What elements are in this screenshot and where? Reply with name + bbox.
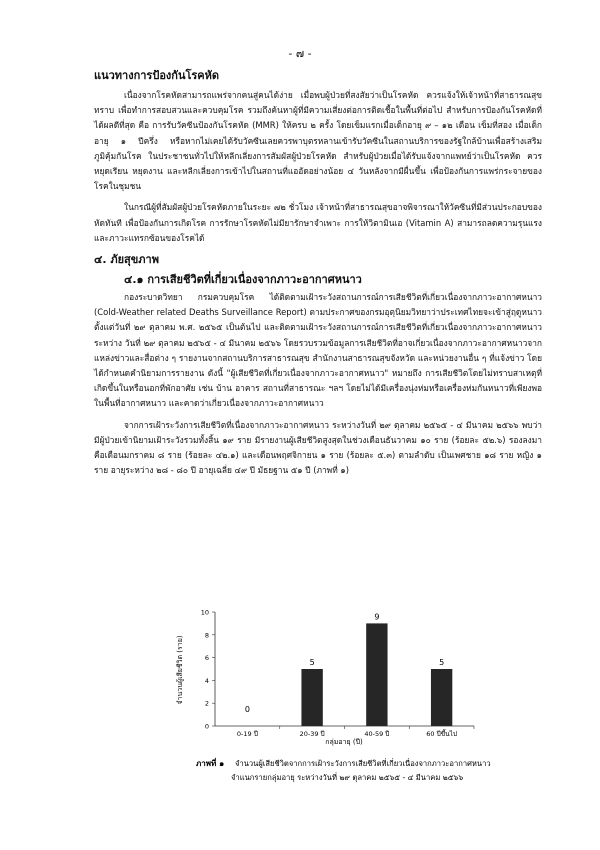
figure-caption-line1: จำนวนผู้เสียชีวิตจากการเฝ้าระวังการเสียชีวิตที่เกี่ยวเนื่องจากภาวะอากาศหนาว xyxy=(235,759,491,768)
bar xyxy=(301,669,322,726)
figure-caption-label: ภาพที่ ๑ xyxy=(196,759,225,768)
subsection-title-cold-deaths: ๔.๑ การเสียชีวิตที่เกี่ยวเนื่องจากภาวะอากาศหนาว xyxy=(124,273,362,287)
data-label: 0 xyxy=(244,705,250,714)
section-title-measles-prevention: แนวทางการป้องกันโรคหัด xyxy=(94,69,220,82)
x-tick-label: 20-39 ปี xyxy=(299,730,325,738)
y-tick-label: 10 xyxy=(200,608,209,617)
y-tick-label: 6 xyxy=(204,654,209,663)
bar xyxy=(366,623,387,726)
figure-1 xyxy=(0,596,600,846)
paragraph-measles-prevention: เนื่องจากโรคหัดสามารถแพร่จากคนสู่คนได้ง่าย เมื่อพบผู้ป่วยที่สงสัยว่าเป็นโรคหัด ควรแจ้งให้เจ้าหน้าที่สาธารณสุขทราบ เพื่อทำการสอบสวนและควบคุมโรค รวมถึงค้นหาผู้ที่มีความเสี่ยงต่อการติดเชื้อในพื้นที่ต่อไป สำหรับการป้องกันโรคหัดที่ได้ผลดีที่สุด คือ การรับวัคซีนป้องกันโรคหัด (MMR) ให้ครบ ๒ ครั้ง โดยเข็มแรกเมื่อเด็กอายุ ๙ – ๑๒ เดือน เข็มที่สอง เมื่อเด็กอายุ ๑ ปีครึ่ง หรือหากไม่เคยได้รับวัคซีนเลยควรพาบุตรหลานเข้ารับวัคซีนในสถานบริการของรัฐใกล้บ้านเพื่อสร้างเสริมภูมิคุ้มกันโรค ในประชาชนทั่วไปให้หลีกเลี่ยงการสัมผัสผู้ป่วยโรคหัด สำหรับผู้ป่วยเมื่อได้รับแจ้งจากแพทย์ว่าเป็นโรคหัด ควรหยุดเรียน หยุดงาน และหลีกเลี่ยงการเข้าไปในสถานที่แออัดอย่างน้อย ๔ วันหลังจากมีผื่นขึ้น เพื่อป้องกันการแพร่กระจายของโรคในชุมชน xyxy=(94,90,542,192)
y-tick-label: 4 xyxy=(204,676,209,685)
bar xyxy=(431,669,452,726)
y-tick-label: 2 xyxy=(204,699,209,708)
bar-chart xyxy=(0,596,600,846)
x-tick-label: 60 ปีขึ้นไป xyxy=(426,730,457,738)
x-axis-label: กลุ่มอายุ (ปี) xyxy=(325,738,363,746)
x-tick-label: 0-19 ปี xyxy=(236,730,258,738)
page-content xyxy=(94,68,542,484)
data-label: 9 xyxy=(374,612,380,622)
y-axis-label: จำนวนผู้เสียชีวิต (ราย) xyxy=(176,635,184,705)
x-tick-label: 40-59 ปี xyxy=(364,730,390,738)
page-number: - ๗ - xyxy=(288,47,312,60)
section-title-health-hazards: ๔. ภัยสุขภาพ xyxy=(94,253,159,267)
paragraph-cold-surveillance: กองระบาดวิทยา กรมควบคุมโรค ได้ติดตามเฝ้าระวังสถานการณ์การเสียชีวิตที่เกี่ยวเนื่องจากภาวะอากาศหนาว (Cold-Weather related Deaths Surveillance Report) ตามประกาศของกรมอุตุนิยมวิทยาว่าประเทศไทยจะเข้าสู่ฤดูหนาวตั้งแต่วันที่ ๒๙ ตุลาคม พ.ศ. ๒๕๖๕ เป็นต้นไป และติดตามเฝ้าระวังสถานการณ์การเสียชีวิตที่เกี่ยวเนื่องจากภาวะอากาศหนาวระหว่าง วันที่ ๒๙ ตุลาคม ๒๕๖๕ - ๔ มีนาคม ๒๕๖๖ โดยรวบรวมข้อมูลการเสียชีวิตที่อาจเกี่ยวเนื่องจากภาวะอากาศหนาวจากแหล่งข่าวและสื่อต่าง ๆ รายงานจากสถานบริการสาธารณสุข สำนักงานสาธารณสุขจังหวัด และหน่วยงานอื่น ๆ ที่แจ้งข่าว โดยได้กำหนดคำนิยามการรายงาน ดังนี้ "ผู้เสียชีวิตที่เกี่ยวเนื่องจากภาวะอากาศหนาว" หมายถึง การเสียชีวิตโดยไม่ทราบสาเหตุที่เกิดขึ้นในหรือนอกที่พักอาศัย เช่น บ้าน อาคาร สถานที่สาธารณะ ฯลฯ โดยไม่ได้มีเครื่องนุ่งห่มหรือเครื่องห่มกันหนาวที่เพียงพอในพื้นที่อากาศหนาว และคาดว่าเกี่ยวเนื่องจากภาวะอากาศหนาว xyxy=(94,292,542,409)
figure-caption-line2: จำแนกรายกลุ่มอายุ ระหว่างวันที่ ๒๙ ตุลาคม ๒๕๖๕ - ๔ มีนาคม ๒๕๖๖ xyxy=(231,773,464,782)
data-label: 5 xyxy=(309,658,315,667)
paragraph-measles-contacts: ในกรณีผู้ที่สัมผัสผู้ป่วยโรคหัดภายในระยะ ๗๒ ชั่วโมง เจ้าหน้าที่สาธารณสุขอาจพิจารณาให้วัคซีนที่มีส่วนประกอบของหัดทันที เพื่อป้องกันการเกิดโรค การรักษาโรคหัดไม่มียารักษาจำเพาะ การให้วิตามินเอ (Vitamin A) สามารถลดความรุนแรงและภาวะแทรกซ้อนของโรคได้ xyxy=(94,202,542,243)
y-tick-label: 0 xyxy=(204,722,209,731)
paragraph-cold-results: จากการเฝ้าระวังการเสียชีวิตที่เนื่องจากภาวะอากาศหนาว ระหว่างวันที่ ๒๙ ตุลาคม ๒๕๖๕ - ๔ มีนาคม ๒๕๖๖ พบว่ามีผู้ป่วยเข้านิยามเฝ้าระวังรวมทั้งสิ้น ๑๙ ราย มีรายงานผู้เสียชีวิตสูงสุดในช่วงเดือนธันวาคม ๑๐ ราย (ร้อยละ ๕๒.๖) รองลงมาคือเดือนมกราคม ๘ ราย (ร้อยละ ๔๒.๑) และเดือนพฤศจิกายน ๑ ราย (ร้อยละ ๕.๓) ตามลำดับ เป็นเพศชาย ๑๘ ราย หญิง ๑ ราย อายุระหว่าง ๒๘ - ๘๐ ปี อายุเฉลี่ย ๔๙ ปี มัธยฐาน ๕๑ ปี (ภาพที่ ๑) xyxy=(94,419,542,476)
data-label: 5 xyxy=(439,658,445,667)
y-tick-label: 8 xyxy=(204,631,209,640)
